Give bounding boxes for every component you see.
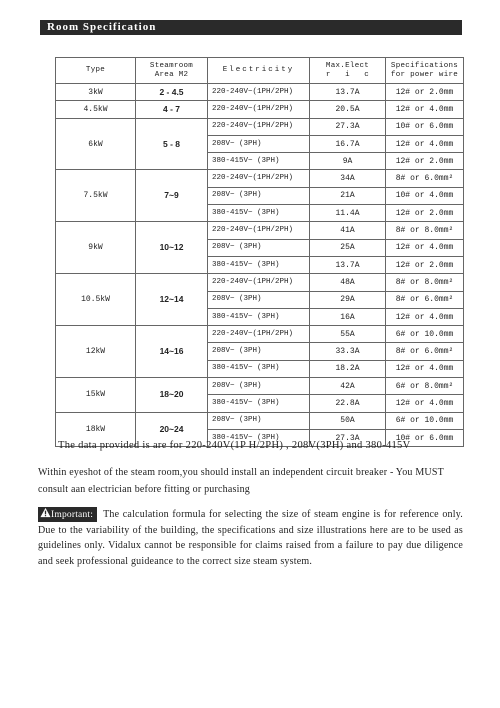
table-row xyxy=(56,274,464,291)
warning-triangle-icon xyxy=(40,507,51,518)
table-row xyxy=(56,378,464,395)
cell-max-current: 22.8A xyxy=(310,395,386,412)
header-type: Type xyxy=(56,58,136,84)
cell-wire-spec: 10# or 4.0mm xyxy=(386,187,464,204)
table-row xyxy=(56,84,464,101)
important-label: Important: xyxy=(51,510,94,520)
cell-wire-spec: 6# or 8.0mm² xyxy=(386,378,464,395)
table-body xyxy=(56,84,464,447)
cell-max-current: 16A xyxy=(310,308,386,325)
cell-wire-spec: 12# or 2.0mm xyxy=(386,256,464,273)
cell-wire-spec: 6# or 10.0mm xyxy=(386,326,464,343)
cell-wire-spec: 12# or 4.0mm xyxy=(386,360,464,377)
section-title: Room Specification xyxy=(47,21,157,33)
cell-electricity: 380-415V~ (3PH) xyxy=(208,256,310,273)
header-area-line1: Steamroom xyxy=(149,61,194,70)
table-row xyxy=(56,326,464,343)
cell-electricity: 208V~ (3PH) xyxy=(208,343,310,360)
cell-electricity: 380-415V~ (3PH) xyxy=(208,205,310,222)
header-spec-line2: for power wire xyxy=(390,70,459,79)
cell-wire-spec: 12# or 4.0mm xyxy=(386,395,464,412)
cell-max-current: 27.3A xyxy=(310,429,386,446)
cell-area: 7~9 xyxy=(136,170,208,222)
cell-electricity: 220-240V~(1PH/2PH) xyxy=(208,274,310,291)
cell-area: 4 - 7 xyxy=(136,101,208,118)
table-row xyxy=(56,118,464,135)
cell-electricity: 380-415V~ (3PH) xyxy=(208,360,310,377)
cell-area: 12~14 xyxy=(136,274,208,326)
cell-electricity: 208V~ (3PH) xyxy=(208,187,310,204)
cell-area: 20~24 xyxy=(136,412,208,447)
cell-max-current: 16.7A xyxy=(310,135,386,152)
cell-type: 9kW xyxy=(56,222,136,274)
header-max-line1: Max.Elect xyxy=(325,61,370,70)
header-max-line2: r i c xyxy=(325,70,370,79)
cell-electricity: 208V~ (3PH) xyxy=(208,135,310,152)
header-max xyxy=(310,58,386,84)
cell-electricity: 220-240V~(1PH/2PH) xyxy=(208,170,310,187)
header-electricity: Electricity xyxy=(208,58,310,84)
cell-max-current: 21A xyxy=(310,187,386,204)
table-row xyxy=(56,222,464,239)
cell-max-current: 18.2A xyxy=(310,360,386,377)
cell-type: 12kW xyxy=(56,326,136,378)
cell-max-current: 42A xyxy=(310,378,386,395)
cell-wire-spec: 8# or 8.0mm² xyxy=(386,222,464,239)
table-row xyxy=(56,101,464,118)
cell-type: 10.5kW xyxy=(56,274,136,326)
cell-max-current: 9A xyxy=(310,153,386,170)
cell-electricity: 380-415V~ (3PH) xyxy=(208,429,310,446)
cell-wire-spec: 8# or 6.0mm² xyxy=(386,170,464,187)
cell-electricity: 380-415V~ (3PH) xyxy=(208,395,310,412)
header-area xyxy=(136,58,208,84)
table-row xyxy=(56,170,464,187)
cell-electricity: 208V~ (3PH) xyxy=(208,412,310,429)
cell-electricity: 208V~ (3PH) xyxy=(208,291,310,308)
cell-electricity: 380-415V~ (3PH) xyxy=(208,308,310,325)
cell-max-current: 20.5A xyxy=(310,101,386,118)
cell-wire-spec: 10# or 6.0mm xyxy=(386,118,464,135)
cell-area: 18~20 xyxy=(136,378,208,413)
cell-wire-spec: 12# or 4.0mm xyxy=(386,101,464,118)
cell-area: 10~12 xyxy=(136,222,208,274)
cell-area: 5 - 8 xyxy=(136,118,208,170)
cell-max-current: 25A xyxy=(310,239,386,256)
cell-max-current: 34A xyxy=(310,170,386,187)
cell-max-current: 13.7A xyxy=(310,256,386,273)
cell-area: 14~16 xyxy=(136,326,208,378)
room-spec-table-wrap xyxy=(55,57,463,443)
room-spec-table xyxy=(55,57,464,447)
section-header xyxy=(40,20,462,35)
cell-max-current: 33.3A xyxy=(310,343,386,360)
cell-electricity: 208V~ (3PH) xyxy=(208,378,310,395)
cell-wire-spec: 8# or 8.0mm² xyxy=(386,274,464,291)
cell-electricity: 220-240V~(1PH/2PH) xyxy=(208,84,310,101)
cell-max-current: 48A xyxy=(310,274,386,291)
cell-wire-spec: 6# or 10.0mm xyxy=(386,412,464,429)
cell-electricity: 208V~ (3PH) xyxy=(208,239,310,256)
breaker-paragraph: Within eyeshot of the steam room,you should install an independent circuit breaker - You MUST consult aan electrician before fitting or purchasing xyxy=(38,467,444,495)
cell-type: 7.5kW xyxy=(56,170,136,222)
cell-wire-spec: 12# or 4.0mm xyxy=(386,135,464,152)
cell-type: 15kW xyxy=(56,378,136,413)
cell-wire-spec: 8# or 6.0mm² xyxy=(386,343,464,360)
data-note: The data provided is are for 220-240V(1P H/2PH) , 208V(3PH) and 380-415V xyxy=(58,440,411,451)
header-spec xyxy=(386,58,464,84)
cell-wire-spec: 8# or 6.0mm² xyxy=(386,291,464,308)
cell-wire-spec: 12# or 2.0mm xyxy=(386,153,464,170)
cell-electricity: 380-415V~ (3PH) xyxy=(208,153,310,170)
cell-wire-spec: 12# or 4.0mm xyxy=(386,308,464,325)
cell-electricity: 220-240V~(1PH/2PH) xyxy=(208,222,310,239)
cell-wire-spec: 12# or 2.0mm xyxy=(386,205,464,222)
cell-electricity: 220-240V~(1PH/2PH) xyxy=(208,326,310,343)
important-badge xyxy=(38,507,97,522)
table-header-row xyxy=(56,58,464,84)
cell-max-current: 29A xyxy=(310,291,386,308)
cell-wire-spec: 12# or 2.0mm xyxy=(386,84,464,101)
cell-electricity: 220-240V~(1PH/2PH) xyxy=(208,118,310,135)
cell-type: 6kW xyxy=(56,118,136,170)
header-area-line2: Area M2 xyxy=(154,70,189,79)
cell-max-current: 13.7A xyxy=(310,84,386,101)
header-spec-line1: Specifications xyxy=(390,61,459,70)
cell-wire-spec: 10# or 6.0mm xyxy=(386,429,464,446)
important-text: The calculation formula for selecting the size of steam engine is for reference only. Due to the variability of the building, the specifications and size illustrations here are to be used as guidelines only. Vidalux cannot be responsible for claims raised from a failure to pay due diligence and seek professional guideance to the correct size steam system. xyxy=(38,509,463,567)
cell-max-current: 41A xyxy=(310,222,386,239)
cell-electricity: 220-240V~(1PH/2PH) xyxy=(208,101,310,118)
cell-type: 3kW xyxy=(56,84,136,101)
cell-max-current: 11.4A xyxy=(310,205,386,222)
cell-type: 4.5kW xyxy=(56,101,136,118)
table-row xyxy=(56,412,464,429)
cell-type: 18kW xyxy=(56,412,136,447)
important-paragraph xyxy=(38,507,463,569)
cell-wire-spec: 12# or 4.0mm xyxy=(386,239,464,256)
cell-max-current: 55A xyxy=(310,326,386,343)
cell-max-current: 50A xyxy=(310,412,386,429)
cell-area: 2 - 4.5 xyxy=(136,84,208,101)
cell-max-current: 27.3A xyxy=(310,118,386,135)
